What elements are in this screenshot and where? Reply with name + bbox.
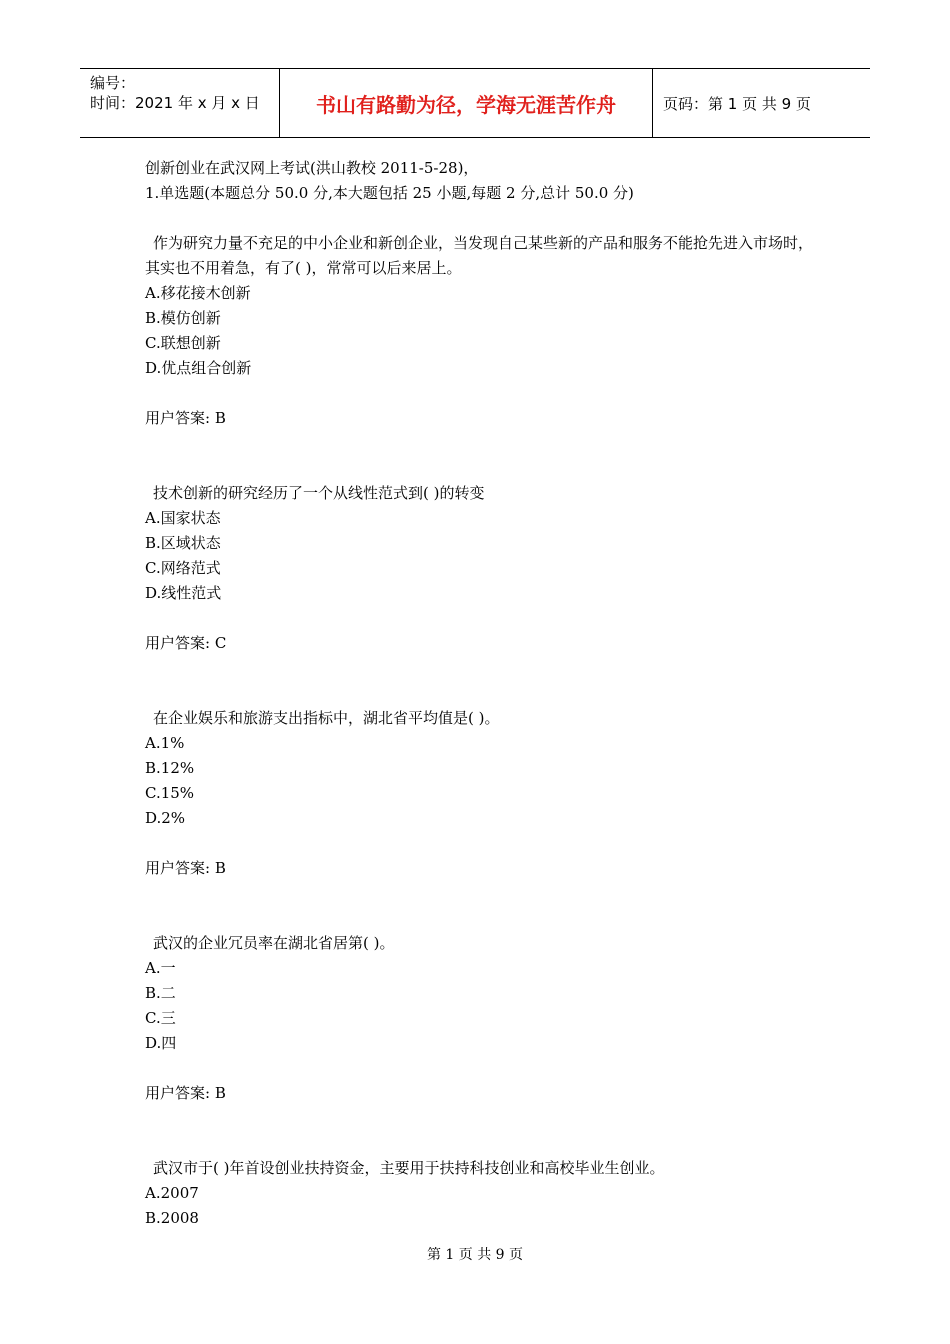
option: B.模仿创新	[145, 309, 221, 327]
user-answer: 用户答案: B	[145, 859, 226, 877]
question-stem: 技术创新的研究经历了一个从线性范式到( )的转变	[153, 484, 485, 502]
option: B.12%	[145, 759, 195, 777]
section-heading: 1.单选题(本题总分 50.0 分,本大题包括 25 小题,每题 2 分,总计 50.0 分)	[145, 184, 634, 202]
header-meta	[80, 69, 280, 137]
option: C.网络范式	[145, 559, 221, 577]
user-answer: 用户答案: B	[145, 1084, 226, 1102]
option: B.区域状态	[145, 534, 221, 552]
question-stem: 武汉市于( )年首设创业扶持资金，主要用于扶持科技创业和高校毕业生创业。	[153, 1159, 665, 1177]
document-title: 创新创业在武汉网上考试(洪山教校 2011-5-28)，	[145, 159, 479, 177]
page-header	[80, 68, 870, 138]
time-label: 时间：2021 年 x 月 x 日	[90, 94, 260, 112]
question-block	[145, 1156, 825, 1231]
question-stem: 作为研究力量不充足的中小企业和新创企业，当发现自己某些新的产品和服务不能抢先进入市场时，其实也不用着急，有了( )，常常可以后来居上。	[145, 234, 814, 277]
question-stem: 在企业娱乐和旅游支出指标中，湖北省平均值是( )。	[153, 709, 500, 727]
user-answer: 用户答案: C	[145, 634, 227, 652]
option: A.移花接木创新	[145, 284, 251, 302]
option: D.四	[145, 1034, 177, 1052]
option: B.2008	[145, 1209, 199, 1227]
document-body	[145, 156, 825, 1231]
option: D.线性范式	[145, 584, 222, 602]
question-block	[145, 706, 825, 881]
option: C.联想创新	[145, 334, 221, 352]
option: A.1%	[145, 734, 185, 752]
page-footer: 第 1 页 共 9 页	[426, 1247, 524, 1263]
option: C.15%	[145, 784, 195, 802]
question-block	[145, 231, 825, 431]
option: A.一	[145, 959, 176, 977]
question-stem: 武汉的企业冗员率在湖北省居第( )。	[153, 934, 395, 952]
option: A.2007	[145, 1184, 199, 1202]
number-label: 编号：	[90, 74, 136, 92]
question-block	[145, 481, 825, 656]
option: D.优点组合创新	[145, 359, 252, 377]
option: C.三	[145, 1009, 176, 1027]
user-answer: 用户答案: B	[145, 409, 226, 427]
option: A.国家状态	[145, 509, 221, 527]
header-motto: 书山有路勤为径，学海无涯苦作舟	[280, 69, 653, 137]
option: B.二	[145, 984, 176, 1002]
header-page-info: 页码：第 1 页 共 9 页	[663, 94, 811, 113]
option: D.2%	[145, 809, 186, 827]
question-block	[145, 931, 825, 1106]
